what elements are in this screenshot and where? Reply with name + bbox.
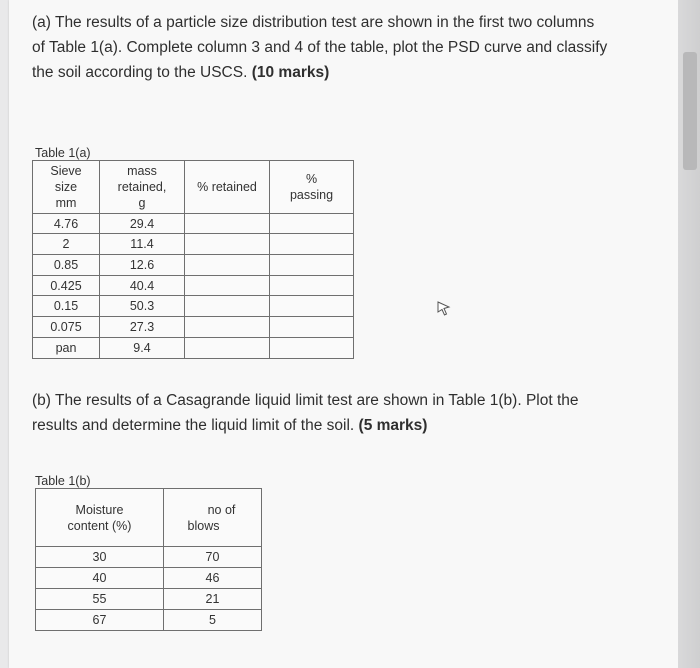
mass-cell: 29.4 <box>100 214 185 234</box>
mass-cell: 40.4 <box>100 276 185 296</box>
table-row <box>33 276 354 296</box>
passing-cell[interactable] <box>270 234 354 255</box>
blows-cell: 70 <box>164 547 262 568</box>
table-row <box>36 610 262 631</box>
retained-cell[interactable] <box>185 317 270 338</box>
sieve-size-cell: 0.15 <box>33 296 100 317</box>
part-b-marks: (5 marks) <box>358 417 428 434</box>
mass-cell: 9.4 <box>100 338 185 359</box>
header-percent-retained: % retained <box>185 161 270 214</box>
part-a-question <box>32 10 607 85</box>
mass-cell: 27.3 <box>100 317 185 338</box>
mouse-cursor-icon <box>436 300 452 316</box>
header-no-of-blows: no of blows <box>164 489 262 547</box>
header-sieve-size: Sieve size mm <box>33 161 100 214</box>
table-1a <box>32 160 354 359</box>
sieve-size-cell: 0.425 <box>33 276 100 296</box>
scrollbar[interactable] <box>678 0 700 668</box>
table-row <box>36 547 262 568</box>
sieve-size-cell: pan <box>33 338 100 359</box>
mass-cell: 12.6 <box>100 255 185 276</box>
table-row <box>33 317 354 338</box>
part-a-marks: (10 marks) <box>251 64 330 81</box>
table-b-caption: Table 1(b) <box>35 474 91 488</box>
table-a-caption: Table 1(a) <box>35 146 91 160</box>
retained-cell[interactable] <box>185 296 270 317</box>
table-1b <box>35 488 262 631</box>
table-row <box>33 338 354 359</box>
table-row <box>33 214 354 234</box>
retained-cell[interactable] <box>185 276 270 296</box>
moisture-cell: 30 <box>36 547 164 568</box>
moisture-cell: 40 <box>36 568 164 589</box>
blows-cell: 21 <box>164 589 262 610</box>
table-row <box>33 255 354 276</box>
part-b-line-1: (b) The results of a Casagrande liquid limit test are shown in Table 1(b). Plot the <box>32 392 579 409</box>
sieve-size-cell: 4.76 <box>33 214 100 234</box>
retained-cell[interactable] <box>185 234 270 255</box>
table-row <box>33 234 354 255</box>
passing-cell[interactable] <box>270 214 354 234</box>
part-a-line-3: the soil according to the USCS. (10 marks) <box>32 64 330 81</box>
retained-cell[interactable] <box>185 338 270 359</box>
passing-cell[interactable] <box>270 317 354 338</box>
table-b-header-row <box>36 489 262 547</box>
table-row <box>36 589 262 610</box>
table-a-header-row <box>33 161 354 214</box>
passing-cell[interactable] <box>270 338 354 359</box>
table-row <box>36 568 262 589</box>
part-a-line-2: of Table 1(a). Complete column 3 and 4 of the table, plot the PSD curve and classify <box>32 39 608 56</box>
passing-cell[interactable] <box>270 276 354 296</box>
part-b-line-2: results and determine the liquid limit of the soil. (5 marks) <box>32 417 428 434</box>
retained-cell[interactable] <box>185 214 270 234</box>
part-a-line-1: (a) The results of a particle size distribution test are shown in the first two columns <box>32 14 595 31</box>
blows-cell: 46 <box>164 568 262 589</box>
mass-cell: 50.3 <box>100 296 185 317</box>
moisture-cell: 67 <box>36 610 164 631</box>
retained-cell[interactable] <box>185 255 270 276</box>
header-moisture-content: Moisture content (%) <box>36 489 164 547</box>
sieve-size-cell: 2 <box>33 234 100 255</box>
sieve-size-cell: 0.075 <box>33 317 100 338</box>
table-row <box>33 296 354 317</box>
passing-cell[interactable] <box>270 255 354 276</box>
passing-cell[interactable] <box>270 296 354 317</box>
header-mass-retained: mass retained, g <box>100 161 185 214</box>
moisture-cell: 55 <box>36 589 164 610</box>
sieve-size-cell: 0.85 <box>33 255 100 276</box>
scrollbar-thumb[interactable] <box>683 52 697 170</box>
blows-cell: 5 <box>164 610 262 631</box>
header-percent-passing: % passing <box>270 161 354 214</box>
part-b-question <box>32 388 579 438</box>
mass-cell: 11.4 <box>100 234 185 255</box>
